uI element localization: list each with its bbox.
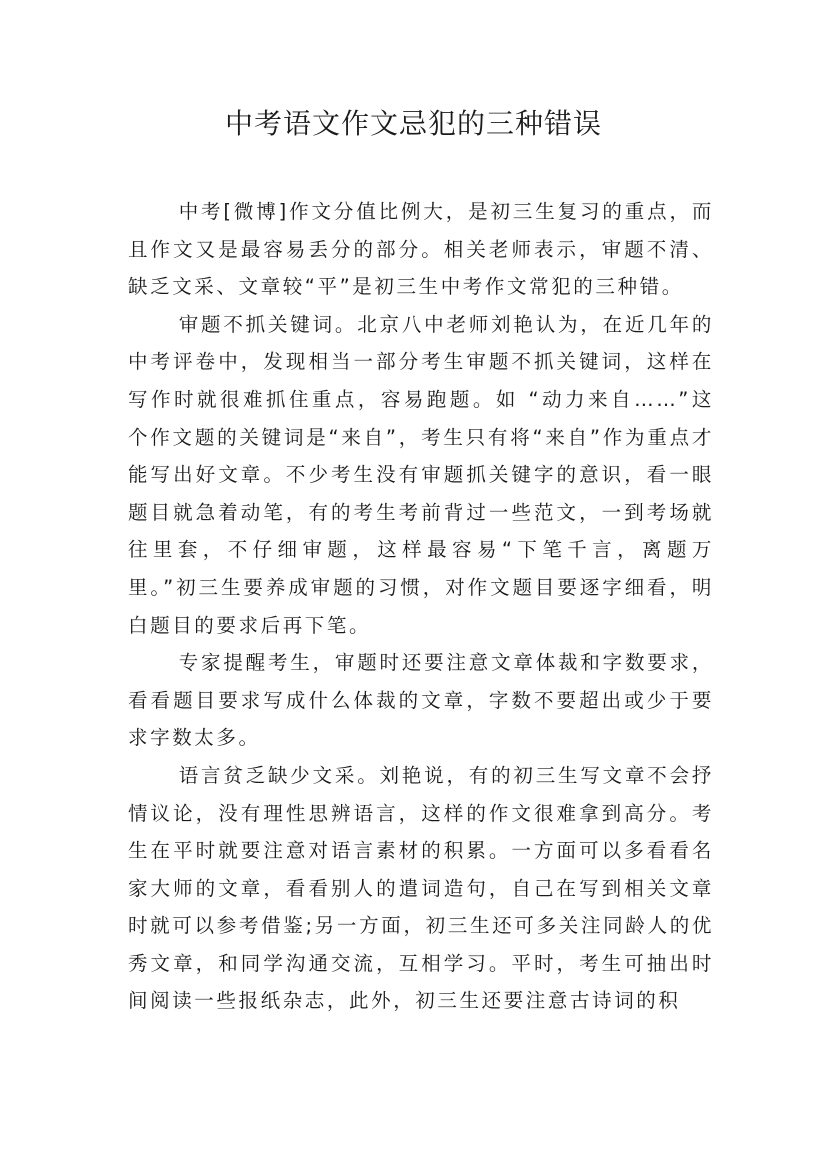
document-body (128, 193, 714, 1020)
document-title: 中考语文作文忌犯的三种错误 (224, 107, 602, 140)
paragraph-expert-reminder: 专家提醒考生，审题时还要注意文章体裁和字数要求，看看题目要求写成什么体裁的文章，字数不要超出或少于要求字数太多。 (128, 651, 714, 750)
paragraph-language: 语言贫乏缺少文采。刘艳说，有的初三生写文章不会抒情议论，没有理性思辨语言，这样的作文很难拿到高分。考生在平时就要注意对语言素材的积累。一方面可以多看看名家大师的文章，看看别人的遣词造句，自己在写到相关文章时就可以参考借鉴;另一方面，初三生还可多关注同龄人的优秀文章，和同学沟通交流，互相学习。平时，考生可抽出时间阅读一些报纸杂志，此外，初三生还要注意古诗词的积 (128, 763, 714, 1013)
paragraph-intro: 中考[微博]作文分值比例大，是初三生复习的重点，而且作文又是最容易丢分的部分。相关老师表示，审题不清、缺乏文采、文章较“平”是初三生中考作文常犯的三种错。 (128, 200, 714, 299)
paragraph-keywords: 审题不抓关键词。北京八中老师刘艳认为，在近几年的中考评卷中，发现相当一部分考生审题不抓关键词，这样在写作时就很难抓住重点，容易跑题。如 “动力来自……”这个作文题的关键词是“来自”，考生只有将“来自”作为重点才能写出好文章。不少考生没有审题抓关键字的意识，看一眼题目就急着动笔，有的考生考前背过一些范文，一到考场就往里套，不仔细审题，这样最容易“下笔千言，离题万里。”初三生要养成审题的习惯，对作文题目要逐字细看，明白题目的要求后再下笔。 (128, 312, 714, 637)
